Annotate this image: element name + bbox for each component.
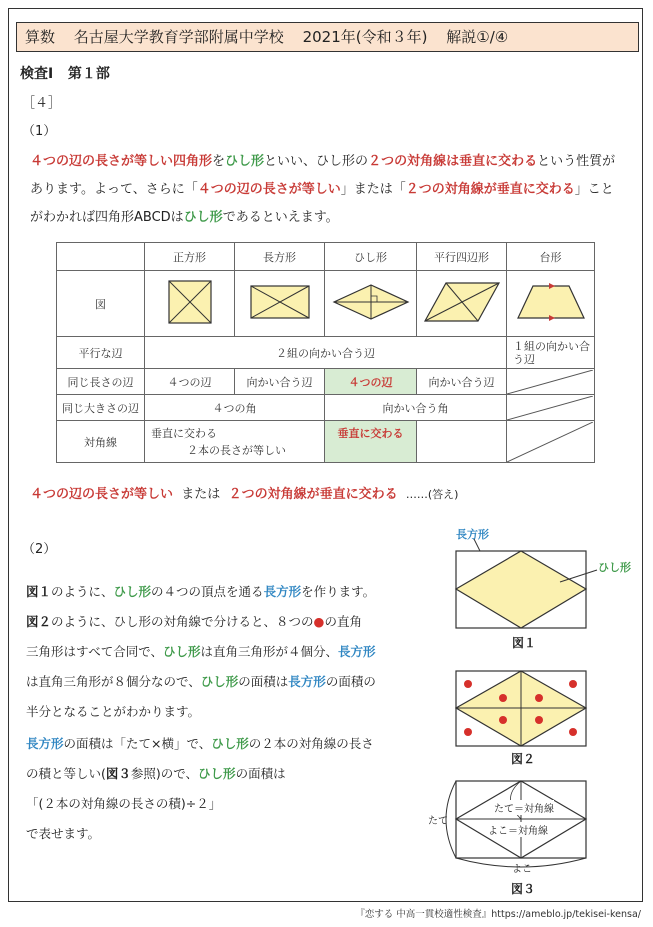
text: を [212, 154, 226, 169]
text-blue: 長方形 [288, 674, 326, 689]
q2-line-6 [26, 734, 374, 752]
text: の面積は「たて×横」で、 [63, 736, 212, 751]
row-label-figure: 図 [57, 271, 145, 337]
equal-length-trapezoid-empty [507, 369, 595, 395]
text: 「(２本の対角線の長さの積)÷２」 [26, 796, 222, 811]
row-label-equal-angle: 同じ大きさの辺 [57, 395, 145, 421]
col-header-parallelogram: 平行四辺形 [417, 243, 507, 271]
text: であるといえます。 [222, 210, 339, 225]
text: といい、ひし形の [264, 154, 369, 169]
equal-angle-trapezoid-empty [507, 395, 595, 421]
square-figure [145, 271, 235, 337]
q2-number: （2） [22, 542, 57, 557]
diagonal-rhombus: 垂直に交わる [325, 421, 417, 463]
text-green: ひし形 [183, 210, 223, 225]
equal-angle-merged-2: 向かい合う角 [325, 395, 507, 421]
text-green: ひし形 [200, 674, 239, 689]
col-header-trapezoid: 台形 [507, 243, 595, 271]
text: の４つの頂点を通る [151, 584, 264, 599]
q2-line-9 [26, 824, 100, 842]
fig3-caption: 図３ [511, 882, 536, 896]
text-red: ２つの対角線は垂直に交わる [368, 154, 538, 169]
fig1-rhombus-label: ひし形 [598, 561, 631, 574]
trapezoid-figure [507, 271, 595, 337]
text-bold: 図３ [105, 766, 131, 781]
text: がわかれば四角形ABCDは [30, 210, 184, 225]
fig1-caption: 図１ [512, 636, 537, 650]
diagonal-trapezoid-empty [507, 421, 595, 463]
text: の面積の [325, 674, 376, 689]
q2-line-2 [26, 612, 362, 630]
diagonal-perpendicular: 垂直に交わる [151, 426, 217, 440]
text: の面積は [238, 674, 289, 689]
parallelogram-figure [417, 271, 507, 337]
text-green: ひし形 [163, 644, 201, 659]
text: 参照)ので、 [130, 766, 199, 781]
rhombus-figure [325, 271, 417, 337]
col-header-rectangle: 長方形 [235, 243, 325, 271]
fig3-tate-label: たて [428, 816, 448, 827]
answer-mark: ……(答え) [405, 488, 459, 501]
header-school: 名古屋大学教育学部附属中学校 [73, 28, 284, 46]
fig3-tate-diag-label: たて＝対角線 [494, 800, 554, 815]
q1-answer [30, 483, 458, 502]
parallel-trapezoid: １組の向かい合う辺 [507, 337, 595, 369]
text-green: ひし形 [198, 766, 236, 781]
text: の直角 [324, 614, 362, 629]
section-heading [20, 63, 110, 83]
fig1-rect-label: 長方形 [456, 528, 489, 541]
text: の面積は [235, 766, 286, 781]
question-number: ［４］ [22, 96, 62, 111]
text: で表せます。 [26, 826, 101, 841]
q2-line-3 [26, 642, 376, 660]
header-subject: 算数 [25, 28, 56, 46]
fig3-yoko-diag-label: よこ＝対角線 [488, 822, 548, 837]
row-label-equal-length: 同じ長さの辺 [57, 369, 145, 395]
text-blue: 長方形 [263, 584, 302, 599]
col-header-square: 正方形 [145, 243, 235, 271]
fig2-caption: 図２ [511, 752, 536, 766]
text-blue: 長方形 [26, 736, 64, 751]
red-dot: ● [313, 614, 325, 629]
row-label-parallel: 平行な辺 [57, 337, 145, 369]
text: は直角三角形が４個分、 [200, 644, 339, 659]
footer-credit: 『恋する 中高一貫校適性検査』https://ameblo.jp/tekisei-kensa/ [355, 909, 641, 920]
equal-angle-merged-1: ４つの角 [145, 395, 325, 421]
text: 」こと [574, 182, 614, 197]
text: のように、ひし形の対角線で分けると、８つの [51, 614, 314, 629]
answer-red-2: ２つの対角線が垂直に交わる [228, 487, 398, 502]
text-red: ４つの辺の長さが等しい [197, 182, 341, 197]
text: 」または「 [340, 182, 406, 197]
text-red: ４つの辺の長さが等しい四角形 [30, 154, 213, 169]
text: 三角形はすべて合同で、 [26, 644, 164, 659]
diagonal-square-rectangle [145, 421, 325, 463]
q1-number: （1） [22, 124, 57, 139]
text-red: ２つの対角線が垂直に交わる [405, 182, 575, 197]
fig3-yoko-label: よこ [512, 864, 532, 875]
text: の２本の対角線の長さ [248, 736, 374, 751]
q2-line-4 [26, 672, 376, 690]
section-part: 第１部 [67, 66, 110, 82]
text-bold: 図１ [26, 584, 52, 599]
q2-line-5 [26, 702, 200, 720]
text-blue: 長方形 [338, 644, 376, 659]
text-green: ひし形 [211, 736, 249, 751]
q2-line-8 [26, 794, 221, 812]
col-header-rhombus: ひし形 [325, 243, 417, 271]
text: のように、 [51, 584, 114, 599]
diagonal-parallelogram-empty [417, 421, 507, 463]
q1-line-1 [30, 150, 615, 169]
row-label-diagonal: 対角線 [57, 421, 145, 463]
header-year: 2021年(令和３年) [302, 28, 428, 46]
text-green: ひし形 [113, 584, 152, 599]
q1-line-3 [30, 206, 339, 225]
header-title: 解説①/④ [446, 28, 509, 46]
text: という性質が [537, 154, 616, 169]
parallel-merged: ２組の向かい合う辺 [145, 337, 507, 369]
q1-line-2 [30, 178, 614, 197]
answer-red-1: ４つの辺の長さが等しい [30, 487, 174, 502]
equal-length-rectangle: 向かい合う辺 [235, 369, 325, 395]
equal-length-rhombus: ４つの辺 [325, 369, 417, 395]
text: は直角三角形が８個分なので、 [26, 674, 201, 689]
text-bold: 図２ [26, 614, 52, 629]
text: の積と等しい( [26, 766, 106, 781]
text-green: ひし形 [225, 154, 265, 169]
text: あります。よって、さらに「 [30, 182, 198, 197]
diagonal-equal-length: ２本の長さが等しい [187, 443, 286, 457]
q2-line-1 [26, 582, 375, 600]
rectangle-figure [235, 271, 325, 337]
table-corner [57, 243, 145, 271]
q2-line-7 [26, 764, 286, 782]
quadrilateral-table [56, 242, 595, 463]
page-header [16, 22, 639, 52]
text: 半分となることがわかります。 [26, 704, 201, 719]
equal-length-square: ４つの辺 [145, 369, 235, 395]
answer-or: または [181, 487, 221, 502]
text: を作ります。 [301, 584, 376, 599]
equal-length-parallelogram: 向かい合う辺 [417, 369, 507, 395]
section-exam: 検査Ⅰ [20, 66, 54, 82]
